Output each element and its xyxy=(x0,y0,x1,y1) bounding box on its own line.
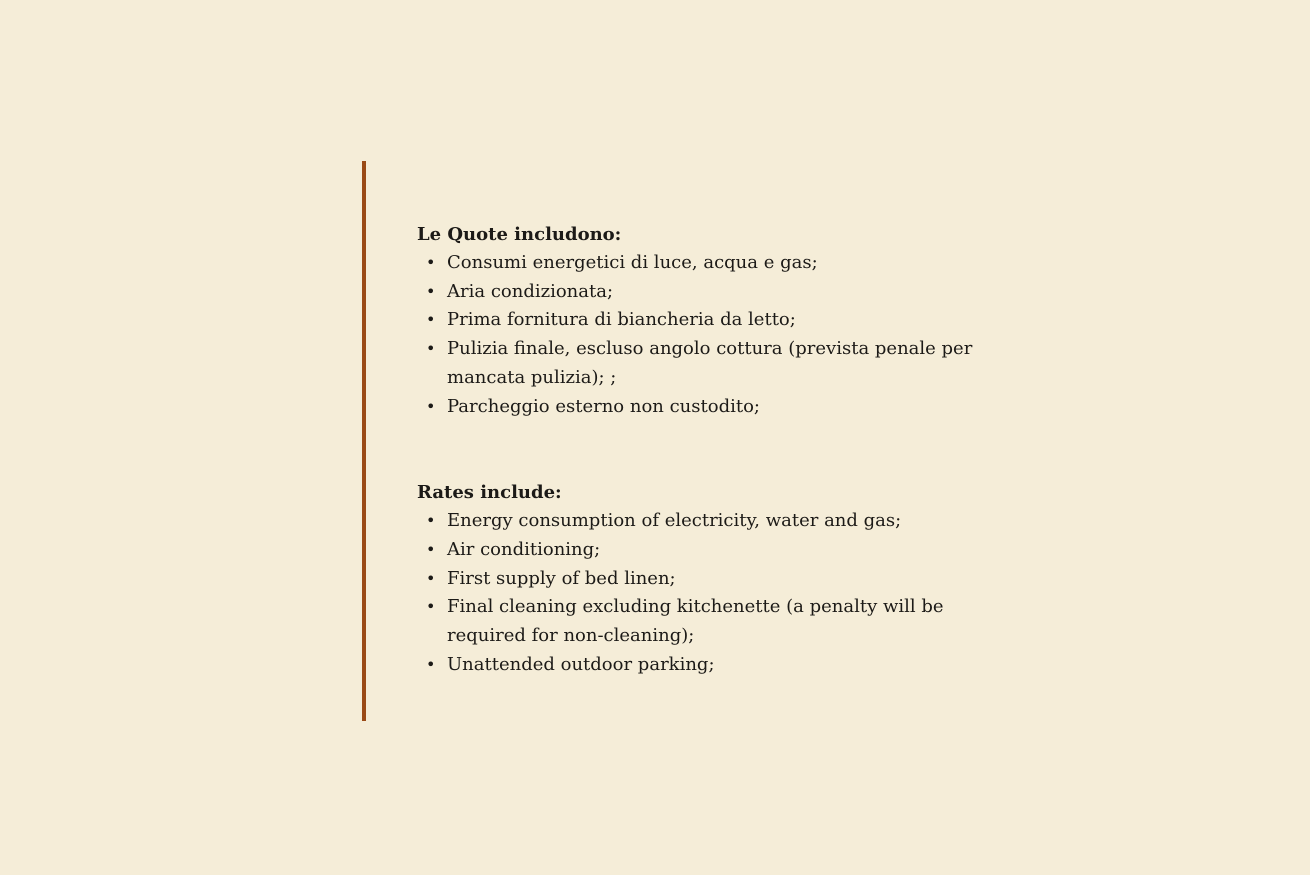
section-title: Le Quote includono: xyxy=(417,224,622,245)
list-item xyxy=(417,536,997,565)
bullet-icon: • xyxy=(426,654,436,674)
bullet-icon: • xyxy=(426,568,436,588)
section-title: Rates include: xyxy=(417,482,562,504)
list-item xyxy=(417,278,997,307)
section-italian xyxy=(417,220,997,421)
list-item xyxy=(417,249,997,278)
section-divider xyxy=(417,421,997,478)
list-item xyxy=(417,593,997,650)
list-item xyxy=(417,335,997,392)
bullet-icon: • xyxy=(426,253,436,272)
bullet-icon: • xyxy=(426,396,436,416)
inclusions-list xyxy=(417,507,997,679)
list-item-text: Aria condizionata; xyxy=(447,280,614,302)
list-item-text: Unattended outdoor parking; xyxy=(447,653,715,675)
list-item-text: Air conditioning; xyxy=(447,538,601,560)
list-item-text: Energy consumption of electricity, water and gas; xyxy=(447,510,902,532)
bullet-icon: • xyxy=(426,511,436,531)
bullet-icon: • xyxy=(426,597,436,617)
bullet-icon: • xyxy=(426,539,436,559)
accent-bar xyxy=(362,161,366,721)
rates-content xyxy=(417,220,997,679)
list-item-text: Final cleaning excluding kitchenette (a penalty will be required for non-cleaning); xyxy=(447,596,944,647)
section-english xyxy=(417,478,997,679)
list-item xyxy=(417,507,997,536)
bullet-icon: • xyxy=(426,310,436,330)
list-item xyxy=(417,651,997,680)
list-item-text: Consumi energetici di luce, acqua e gas; xyxy=(447,252,818,273)
list-item-text: Prima fornitura di biancheria da letto; xyxy=(447,309,796,331)
list-item-text: Parcheggio esterno non custodito; xyxy=(447,395,760,417)
list-item xyxy=(417,565,997,594)
list-item-text: Pulizia finale, escluso angolo cottura (prevista penale per mancata pulizia); ; xyxy=(447,338,973,388)
list-item xyxy=(417,393,997,422)
inclusions-list xyxy=(417,249,997,421)
bullet-icon: • xyxy=(426,281,436,301)
list-item xyxy=(417,306,997,335)
bullet-icon: • xyxy=(426,339,436,359)
list-item-text: First supply of bed linen; xyxy=(447,567,676,589)
